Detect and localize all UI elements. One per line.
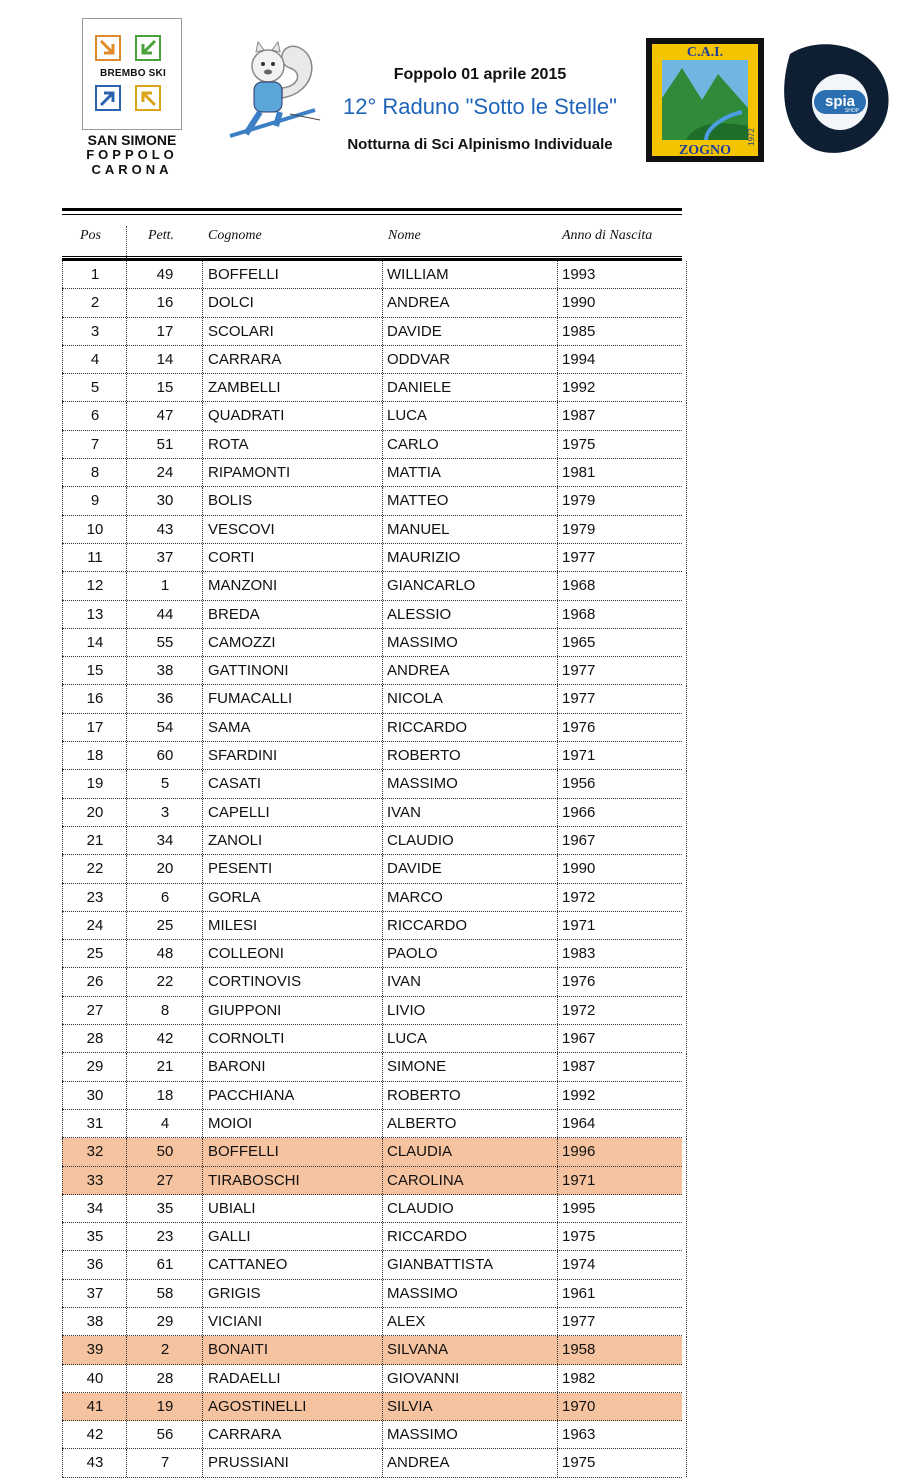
cell-anno: 1975 <box>557 1223 687 1250</box>
event-subtitle: Notturna di Sci Alpinismo Individuale <box>347 136 613 153</box>
cai-zogno-logo <box>646 38 764 162</box>
cell-anno: 1993 <box>557 261 687 288</box>
cell-pos: 24 <box>62 912 127 939</box>
cell-pett: 56 <box>126 1421 203 1448</box>
cell-anno: 1964 <box>557 1110 687 1137</box>
table-row <box>62 1421 682 1449</box>
cell-anno: 1983 <box>557 940 687 967</box>
spia-text: spia <box>824 93 856 110</box>
cell-anno: 1975 <box>557 431 687 458</box>
cell-cognome: VESCOVI <box>202 516 388 543</box>
event-date: Foppolo 01 aprile 2015 <box>393 66 567 83</box>
cell-pos: 14 <box>62 629 127 656</box>
table-row <box>62 1195 682 1223</box>
cell-pett: 37 <box>126 544 203 571</box>
cell-pos: 43 <box>62 1449 127 1476</box>
cell-nome: IVAN <box>382 799 562 826</box>
cell-anno: 1995 <box>557 1195 687 1222</box>
cell-anno: 1968 <box>557 572 687 599</box>
cell-pos: 38 <box>62 1308 127 1335</box>
cell-nome: MASSIMO <box>382 1280 562 1307</box>
cell-pett: 6 <box>126 884 203 911</box>
cell-pett: 16 <box>126 289 203 316</box>
cell-nome: ROBERTO <box>382 742 562 769</box>
cell-cognome: BOFFELLI <box>202 261 388 288</box>
table-row <box>62 629 682 657</box>
cell-pos: 10 <box>62 516 127 543</box>
cell-pett: 34 <box>126 827 203 854</box>
cell-cognome: CARRARA <box>202 1421 388 1448</box>
cell-pett: 36 <box>126 685 203 712</box>
cell-nome: SILVIA <box>382 1393 562 1420</box>
cell-pos: 19 <box>62 770 127 797</box>
cell-nome: PAOLO <box>382 940 562 967</box>
cell-nome: ANDREA <box>382 289 562 316</box>
cell-nome: MANUEL <box>382 516 562 543</box>
cell-cognome: BOFFELLI <box>202 1138 388 1165</box>
cell-pett: 35 <box>126 1195 203 1222</box>
table-row <box>62 572 682 600</box>
brembo-ski-logo-box <box>82 18 182 130</box>
col-header-nome: Nome <box>388 228 421 243</box>
cell-anno: 1970 <box>557 1393 687 1420</box>
table-row <box>62 431 682 459</box>
cell-cognome: CAPELLI <box>202 799 388 826</box>
event-title: 12° Raduno "Sotto le Stelle" <box>343 94 617 119</box>
cell-pett: 30 <box>126 487 203 514</box>
cell-cognome: GIUPPONI <box>202 997 388 1024</box>
cell-pett: 7 <box>126 1449 203 1476</box>
cell-cognome: CATTANEO <box>202 1251 388 1278</box>
cell-pos: 21 <box>62 827 127 854</box>
table-row <box>62 884 682 912</box>
cell-anno: 1977 <box>557 544 687 571</box>
cell-nome: DAVIDE <box>382 855 562 882</box>
cell-cognome: ROTA <box>202 431 388 458</box>
cell-anno: 1975 <box>557 1449 687 1476</box>
cell-pos: 13 <box>62 601 127 628</box>
cell-cognome: BOLIS <box>202 487 388 514</box>
cell-pos: 40 <box>62 1365 127 1392</box>
orange-arrow-icon <box>95 35 121 61</box>
cell-nome: MASSIMO <box>382 629 562 656</box>
cell-pos: 7 <box>62 431 127 458</box>
cell-anno: 1972 <box>557 997 687 1024</box>
cell-pos: 5 <box>62 374 127 401</box>
col-header-pos: Pos <box>80 228 101 243</box>
cell-pos: 16 <box>62 685 127 712</box>
cell-pett: 3 <box>126 799 203 826</box>
table-row <box>62 997 682 1025</box>
table-row <box>62 799 682 827</box>
cell-nome: ALESSIO <box>382 601 562 628</box>
table-row <box>62 1365 682 1393</box>
cell-cognome: CASATI <box>202 770 388 797</box>
cell-cognome: CORNOLTI <box>202 1025 388 1052</box>
cell-pos: 31 <box>62 1110 127 1137</box>
cell-pos: 15 <box>62 657 127 684</box>
table-row <box>62 1025 682 1053</box>
table-row <box>62 827 682 855</box>
cell-pett: 47 <box>126 402 203 429</box>
cell-nome: MAURIZIO <box>382 544 562 571</box>
table-header <box>62 222 682 252</box>
cell-pos: 20 <box>62 799 127 826</box>
cell-nome: ODDVAR <box>382 346 562 373</box>
spia-sub-text: SHOP <box>844 108 860 114</box>
cell-pos: 41 <box>62 1393 127 1420</box>
cell-pos: 34 <box>62 1195 127 1222</box>
cell-nome: NICOLA <box>382 685 562 712</box>
cell-anno: 1994 <box>557 346 687 373</box>
cell-cognome: DOLCI <box>202 289 388 316</box>
cell-nome: ANDREA <box>382 1449 562 1476</box>
cell-anno: 1971 <box>557 742 687 769</box>
green-arrow-icon <box>135 35 161 61</box>
cell-pos: 35 <box>62 1223 127 1250</box>
cell-anno: 1987 <box>557 1053 687 1080</box>
cai-year-text: 1972 <box>747 128 756 146</box>
cell-anno: 1963 <box>557 1421 687 1448</box>
cell-pos: 32 <box>62 1138 127 1165</box>
cell-pos: 6 <box>62 402 127 429</box>
cell-cognome: CAMOZZI <box>202 629 388 656</box>
cell-pos: 9 <box>62 487 127 514</box>
cell-pett: 48 <box>126 940 203 967</box>
cell-nome: MASSIMO <box>382 770 562 797</box>
cell-nome: GIANCARLO <box>382 572 562 599</box>
cell-pos: 37 <box>62 1280 127 1307</box>
cell-cognome: MOIOI <box>202 1110 388 1137</box>
table-row <box>62 940 682 968</box>
table-row <box>62 1082 682 1110</box>
cell-pett: 17 <box>126 318 203 345</box>
town-line-2: FOPPOLO <box>86 147 178 162</box>
cell-pos: 17 <box>62 714 127 741</box>
cell-pett: 19 <box>126 1393 203 1420</box>
cell-cognome: BONAITI <box>202 1336 388 1363</box>
cell-anno: 1967 <box>557 827 687 854</box>
table-row <box>62 1251 682 1279</box>
cell-pos: 2 <box>62 289 127 316</box>
table-row <box>62 912 682 940</box>
cell-anno: 1961 <box>557 1280 687 1307</box>
cell-pos: 23 <box>62 884 127 911</box>
table-row <box>62 855 682 883</box>
cell-nome: SILVANA <box>382 1336 562 1363</box>
cell-pos: 39 <box>62 1336 127 1363</box>
cell-cognome: VICIANI <box>202 1308 388 1335</box>
cell-pett: 5 <box>126 770 203 797</box>
cell-pett: 43 <box>126 516 203 543</box>
town-line-1: SAN SIMONE <box>87 132 177 148</box>
cell-nome: MATTEO <box>382 487 562 514</box>
cell-nome: WILLIAM <box>382 261 562 288</box>
cell-pos: 12 <box>62 572 127 599</box>
cai-top-text: C.A.I. <box>686 45 724 60</box>
cell-pos: 28 <box>62 1025 127 1052</box>
cell-pos: 29 <box>62 1053 127 1080</box>
cell-anno: 1971 <box>557 912 687 939</box>
town-line-3: CARONA <box>91 162 173 177</box>
cell-pett: 50 <box>126 1138 203 1165</box>
cell-nome: ROBERTO <box>382 1082 562 1109</box>
cell-nome: LIVIO <box>382 997 562 1024</box>
cell-pett: 54 <box>126 714 203 741</box>
table-row <box>62 1336 682 1364</box>
cell-anno: 1981 <box>557 459 687 486</box>
cell-cognome: TIRABOSCHI <box>202 1167 388 1194</box>
cell-anno: 1977 <box>557 657 687 684</box>
table-row <box>62 742 682 770</box>
cai-bottom-text: ZOGNO <box>678 143 732 158</box>
cell-pett: 58 <box>126 1280 203 1307</box>
cell-nome: MATTIA <box>382 459 562 486</box>
header-bottom-rule-thin <box>62 256 682 257</box>
cell-nome: MASSIMO <box>382 1421 562 1448</box>
cell-pos: 18 <box>62 742 127 769</box>
cell-pos: 8 <box>62 459 127 486</box>
cell-nome: IVAN <box>382 968 562 995</box>
col-header-pett: Pett. <box>148 228 175 243</box>
cell-pett: 1 <box>126 572 203 599</box>
cell-anno: 1990 <box>557 855 687 882</box>
cell-anno: 1965 <box>557 629 687 656</box>
table-row <box>62 1280 682 1308</box>
spia-shop-logo <box>780 40 890 158</box>
cell-pos: 1 <box>62 261 127 288</box>
cell-nome: MARCO <box>382 884 562 911</box>
cell-cognome: MILESI <box>202 912 388 939</box>
table-row <box>62 770 682 798</box>
blue-arrow-icon <box>95 85 121 111</box>
cell-pos: 42 <box>62 1421 127 1448</box>
cell-pett: 25 <box>126 912 203 939</box>
table-row <box>62 1110 682 1138</box>
table-top-rule-thin <box>62 214 682 215</box>
cell-cognome: AGOSTINELLI <box>202 1393 388 1420</box>
cell-cognome: SFARDINI <box>202 742 388 769</box>
cell-anno: 1974 <box>557 1251 687 1278</box>
table-row <box>62 968 682 996</box>
cell-anno: 1976 <box>557 714 687 741</box>
table-row <box>62 459 682 487</box>
cell-anno: 1977 <box>557 1308 687 1335</box>
cell-cognome: BREDA <box>202 601 388 628</box>
cell-anno: 1977 <box>557 685 687 712</box>
cell-anno: 1992 <box>557 374 687 401</box>
squirrel-skier-mascot-icon <box>220 38 330 146</box>
cell-nome: ALEX <box>382 1308 562 1335</box>
cell-cognome: BARONI <box>202 1053 388 1080</box>
col-header-cognome: Cognome <box>208 228 262 243</box>
table-row <box>62 318 682 346</box>
cell-nome: SIMONE <box>382 1053 562 1080</box>
table-row <box>62 685 682 713</box>
cell-pett: 38 <box>126 657 203 684</box>
cell-anno: 1990 <box>557 289 687 316</box>
cell-anno: 1976 <box>557 968 687 995</box>
table-row <box>62 1053 682 1081</box>
cell-pos: 22 <box>62 855 127 882</box>
cell-pett: 23 <box>126 1223 203 1250</box>
cell-cognome: SCOLARI <box>202 318 388 345</box>
cell-cognome: MANZONI <box>202 572 388 599</box>
cell-nome: GIOVANNI <box>382 1365 562 1392</box>
table-row <box>62 374 682 402</box>
cell-cognome: ZAMBELLI <box>202 374 388 401</box>
cell-pett: 60 <box>126 742 203 769</box>
cell-anno: 1966 <box>557 799 687 826</box>
cell-nome: RICCARDO <box>382 714 562 741</box>
table-row <box>62 261 682 289</box>
table-row <box>62 601 682 629</box>
cell-pos: 30 <box>62 1082 127 1109</box>
table-row <box>62 714 682 742</box>
cell-pett: 28 <box>126 1365 203 1392</box>
cell-cognome: PACCHIANA <box>202 1082 388 1109</box>
cell-pos: 26 <box>62 968 127 995</box>
cell-cognome: GALLI <box>202 1223 388 1250</box>
cell-pett: 24 <box>126 459 203 486</box>
cell-cognome: PESENTI <box>202 855 388 882</box>
table-row <box>62 1449 682 1477</box>
cell-cognome: RIPAMONTI <box>202 459 388 486</box>
cell-cognome: GRIGIS <box>202 1280 388 1307</box>
cell-anno: 1971 <box>557 1167 687 1194</box>
cell-cognome: CARRARA <box>202 346 388 373</box>
cell-pett: 27 <box>126 1167 203 1194</box>
col-header-anno: Anno di Nascita <box>562 228 653 243</box>
cell-cognome: RADAELLI <box>202 1365 388 1392</box>
yellow-arrow-icon <box>135 85 161 111</box>
cell-pett: 51 <box>126 431 203 458</box>
cell-pett: 49 <box>126 261 203 288</box>
cell-pett: 15 <box>126 374 203 401</box>
cell-pett: 14 <box>126 346 203 373</box>
cell-nome: LUCA <box>382 402 562 429</box>
cell-anno: 1967 <box>557 1025 687 1052</box>
cell-pett: 61 <box>126 1251 203 1278</box>
table-top-rule <box>62 208 682 211</box>
cell-anno: 1985 <box>557 318 687 345</box>
table-row <box>62 516 682 544</box>
cell-cognome: GATTINONI <box>202 657 388 684</box>
cell-pos: 4 <box>62 346 127 373</box>
cell-pett: 8 <box>126 997 203 1024</box>
cell-nome: CLAUDIO <box>382 1195 562 1222</box>
table-row <box>62 1223 682 1251</box>
table-row <box>62 487 682 515</box>
cell-nome: ANDREA <box>382 657 562 684</box>
brembo-ski-text: BREMBO SKI <box>100 68 166 79</box>
cell-pos: 27 <box>62 997 127 1024</box>
cell-pett: 44 <box>126 601 203 628</box>
cell-nome: CAROLINA <box>382 1167 562 1194</box>
cell-cognome: GORLA <box>202 884 388 911</box>
cell-nome: RICCARDO <box>382 912 562 939</box>
cell-anno: 1979 <box>557 516 687 543</box>
cell-pett: 18 <box>126 1082 203 1109</box>
brembo-ski-logo <box>82 18 182 178</box>
cell-pett: 22 <box>126 968 203 995</box>
table-row <box>62 1167 682 1195</box>
cell-cognome: UBIALI <box>202 1195 388 1222</box>
cell-pos: 11 <box>62 544 127 571</box>
cell-pos: 25 <box>62 940 127 967</box>
cell-pett: 55 <box>126 629 203 656</box>
table-body <box>62 261 682 1478</box>
cell-cognome: PRUSSIANI <box>202 1449 388 1476</box>
table-row <box>62 402 682 430</box>
cell-cognome: QUADRATI <box>202 402 388 429</box>
cell-pett: 42 <box>126 1025 203 1052</box>
cell-nome: GIANBATTISTA <box>382 1251 562 1278</box>
cell-anno: 1958 <box>557 1336 687 1363</box>
cell-cognome: COLLEONI <box>202 940 388 967</box>
cell-pett: 4 <box>126 1110 203 1137</box>
cell-nome: LUCA <box>382 1025 562 1052</box>
cell-nome: CLAUDIA <box>382 1138 562 1165</box>
table-row <box>62 1308 682 1336</box>
cell-anno: 1982 <box>557 1365 687 1392</box>
table-row <box>62 1393 682 1421</box>
cell-anno: 1979 <box>557 487 687 514</box>
cell-pos: 33 <box>62 1167 127 1194</box>
table-row <box>62 346 682 374</box>
cell-pett: 21 <box>126 1053 203 1080</box>
cell-nome: DANIELE <box>382 374 562 401</box>
cell-nome: ALBERTO <box>382 1110 562 1137</box>
cell-cognome: CORTI <box>202 544 388 571</box>
cell-nome: CARLO <box>382 431 562 458</box>
cell-cognome: FUMACALLI <box>202 685 388 712</box>
cell-nome: CLAUDIO <box>382 827 562 854</box>
cell-anno: 1992 <box>557 1082 687 1109</box>
table-row <box>62 1138 682 1166</box>
cell-anno: 1996 <box>557 1138 687 1165</box>
table-row <box>62 544 682 572</box>
cell-anno: 1956 <box>557 770 687 797</box>
cell-anno: 1987 <box>557 402 687 429</box>
cell-nome: RICCARDO <box>382 1223 562 1250</box>
cell-pett: 29 <box>126 1308 203 1335</box>
cell-nome: DAVIDE <box>382 318 562 345</box>
cell-cognome: SAMA <box>202 714 388 741</box>
cell-cognome: ZANOLI <box>202 827 388 854</box>
table-row <box>62 289 682 317</box>
cell-pos: 3 <box>62 318 127 345</box>
cell-pett: 20 <box>126 855 203 882</box>
table-row <box>62 657 682 685</box>
cell-pos: 36 <box>62 1251 127 1278</box>
cell-pett: 2 <box>126 1336 203 1363</box>
cell-anno: 1972 <box>557 884 687 911</box>
cell-cognome: CORTINOVIS <box>202 968 388 995</box>
cell-anno: 1968 <box>557 601 687 628</box>
